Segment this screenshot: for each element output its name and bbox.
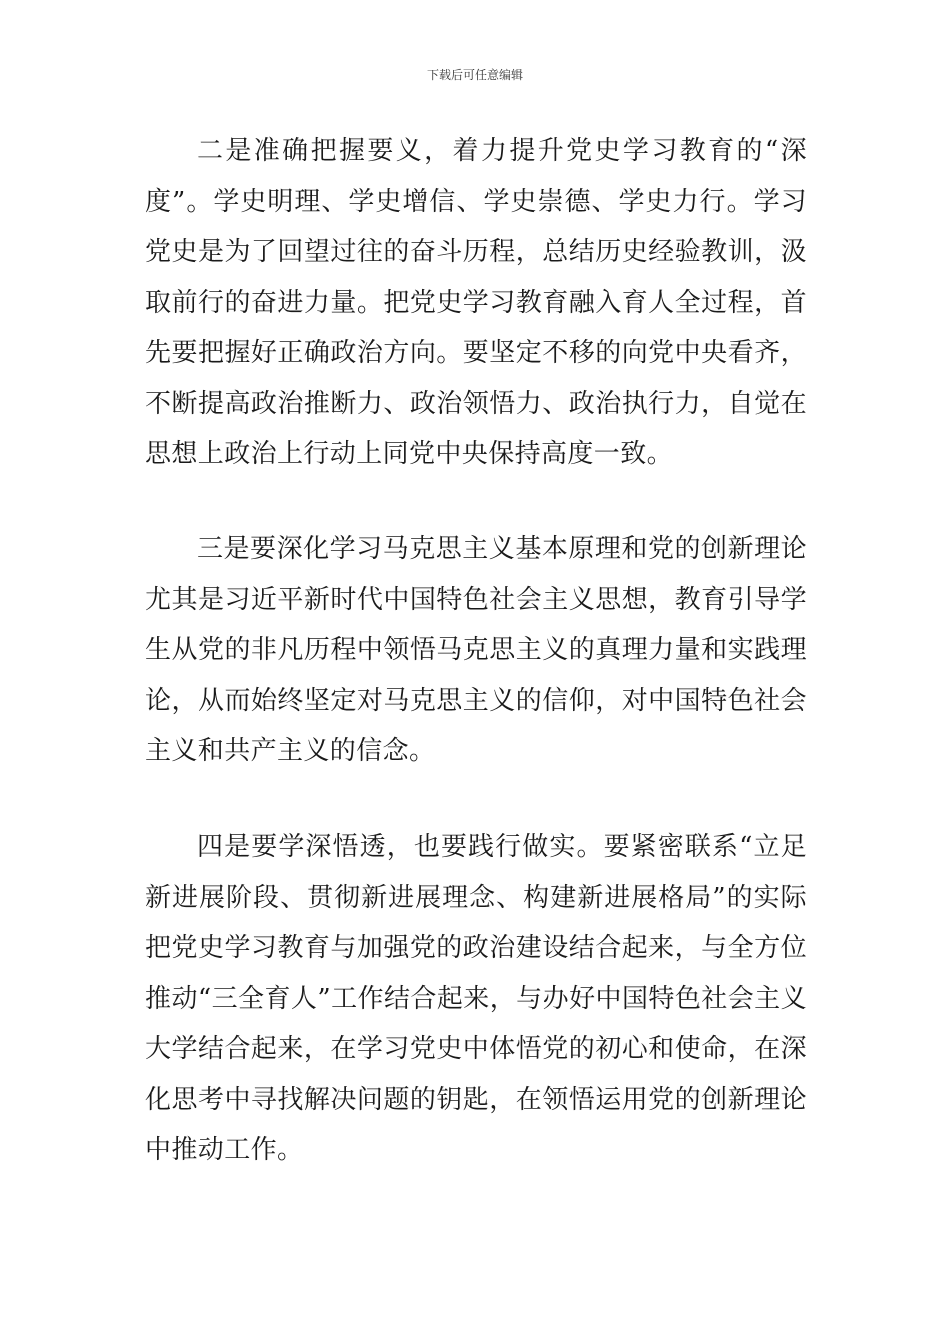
paragraph-depth: 二是准确把握要义，着力提升党史学习教育的“深度”。学史明理、学史增信、学史崇德、学史力行。学习党史是为了回望过往的奋斗历程，总结历史经验教训，汲取前行的奋进力量。把党史学习教育融入育人全过程，首先要把握好正确政治方向。要坚定不移的向党中央看齐，不断提高政治推断力、政治领悟力、政治执行力，自觉在思想上政治上行动上同党中央保持高度一致。 xyxy=(145,136,807,469)
paragraph-practice: 四是要学深悟透，也要践行做实。要紧密联系“立足新进展阶段、贯彻新进展理念、构建新进展格局”的实际把党史学习教育与加强党的政治建设结合起来，与全方位推动“三全育人”工作结合起来，与办好中国特色社会主义大学结合起来，在学习党史中体悟党的初心和使命，在深化思考中寻找解决问题的钥匙，在领悟运用党的创新理论中推动工作。 xyxy=(145,832,807,1165)
header-note: 下载后可任意编辑 xyxy=(426,68,523,82)
paragraph-theory: 三是要深化学习马克思主义基本原理和党的创新理论尤其是习近平新时代中国特色社会主义思想，教育引导学生从党的非凡历程中领悟马克思主义的真理力量和实践理论，从而始终坚定对马克思主义的信仰，对中国特色社会主义和共产主义的信念。 xyxy=(145,534,807,766)
